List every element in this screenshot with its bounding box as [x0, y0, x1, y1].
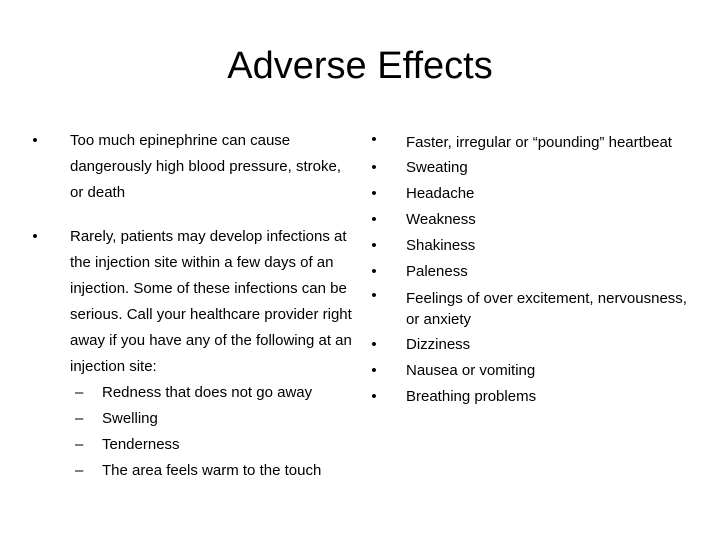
- bullet-icon: •: [371, 287, 377, 304]
- list-item: [364, 358, 694, 384]
- list-item-text: Too much epinephrine can cause dangerously high blood pressure, stroke, or death: [70, 132, 341, 201]
- sub-list-item-text: Tenderness: [102, 436, 180, 453]
- list-item-text: Headache: [406, 185, 475, 202]
- list-item: [364, 207, 694, 233]
- list-item: [364, 181, 694, 207]
- list-item: [364, 233, 694, 259]
- list-item-text: Weakness: [406, 211, 476, 228]
- sub-list-item-text: Swelling: [102, 410, 158, 427]
- right-bullet-list: [364, 129, 694, 410]
- list-item-text: Rarely, patients may develop infections at the injection site within a few days of an injection. Some of these infections can be serious. Call your healthcare provider right away if you have any of the following at an injection site:: [70, 228, 352, 375]
- dash-icon: –: [75, 384, 84, 401]
- list-item-text: Paleness: [406, 263, 468, 280]
- sub-list-item-text: The area feels warm to the touch: [102, 462, 322, 479]
- bullet-icon: •: [371, 211, 377, 228]
- bullet-icon: •: [371, 388, 377, 405]
- slide-title: Adverse Effects: [227, 45, 493, 87]
- list-item: [364, 285, 694, 332]
- list-item-text: Feelings of over excitement, nervousness, or anxiety: [406, 290, 687, 328]
- list-item: [28, 128, 358, 206]
- left-bullet-list: [28, 128, 358, 484]
- sub-list-item: [70, 406, 358, 432]
- list-item-text: Nausea or vomiting: [406, 362, 536, 379]
- sub-list-item: [70, 458, 358, 484]
- dash-icon: –: [75, 410, 84, 427]
- list-item: [364, 259, 694, 285]
- list-item: [364, 384, 694, 410]
- list-item-text: Breathing problems: [406, 388, 537, 405]
- bullet-icon: •: [32, 228, 38, 245]
- sub-list-item: [70, 380, 358, 406]
- list-item-text: Dizziness: [406, 336, 471, 353]
- dash-icon: –: [75, 462, 84, 479]
- list-item-text: Sweating: [406, 159, 468, 176]
- list-item: [364, 155, 694, 181]
- sub-bullet-list: [70, 380, 358, 484]
- list-item: [364, 129, 694, 155]
- list-item: [364, 332, 694, 358]
- bullet-icon: •: [371, 237, 377, 254]
- bullet-icon: •: [371, 185, 377, 202]
- sub-list-item-text: Redness that does not go away: [102, 384, 313, 401]
- bullet-icon: •: [371, 362, 377, 379]
- list-item-text: Shakiness: [406, 237, 476, 254]
- list-item: [28, 224, 358, 484]
- list-item-text: Faster, irregular or “pounding” heartbeat: [406, 134, 672, 151]
- sub-list-item: [70, 432, 358, 458]
- dash-icon: –: [75, 436, 84, 453]
- bullet-icon: •: [32, 132, 38, 149]
- bullet-icon: •: [371, 263, 377, 280]
- bullet-icon: •: [371, 159, 377, 176]
- bullet-icon: •: [371, 336, 377, 353]
- bullet-icon: •: [371, 131, 377, 148]
